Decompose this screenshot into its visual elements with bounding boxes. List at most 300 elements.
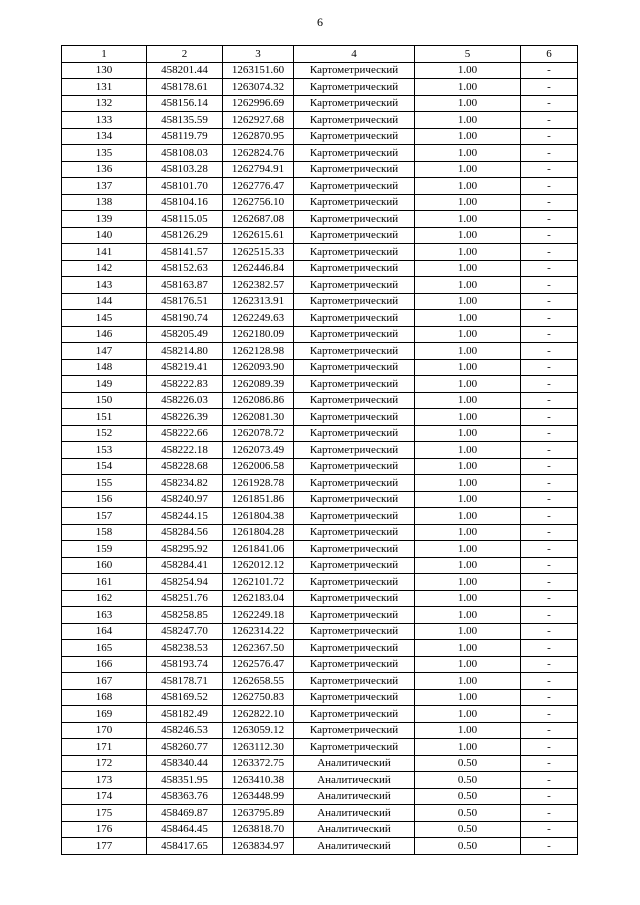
x-coordinate-cell: 458222.83 [147,376,223,393]
remark-cell: - [521,755,578,772]
accuracy-cell: 1.00 [415,277,521,294]
x-coordinate-cell: 458240.97 [147,491,223,508]
method-cell: Картометрический [294,640,415,657]
y-coordinate-cell: 1261804.28 [223,524,294,541]
y-coordinate-cell: 1263795.89 [223,805,294,822]
table-row [62,194,578,211]
remark-cell: - [521,293,578,310]
table-row [62,590,578,607]
y-coordinate-cell: 1262756.10 [223,194,294,211]
table-row [62,145,578,162]
table-row [62,673,578,690]
method-cell: Картометрический [294,359,415,376]
accuracy-cell: 1.00 [415,260,521,277]
method-cell: Картометрический [294,145,415,162]
accuracy-cell: 1.00 [415,458,521,475]
table-row [62,79,578,96]
y-coordinate-cell: 1263151.60 [223,62,294,79]
table-row [62,524,578,541]
y-coordinate-cell: 1262515.33 [223,244,294,261]
method-cell: Картометрический [294,541,415,558]
method-cell: Аналитический [294,788,415,805]
accuracy-cell: 1.00 [415,95,521,112]
x-coordinate-cell: 458284.41 [147,557,223,574]
accuracy-cell: 1.00 [415,491,521,508]
accuracy-cell: 1.00 [415,541,521,558]
x-coordinate-cell: 458163.87 [147,277,223,294]
accuracy-cell: 1.00 [415,359,521,376]
accuracy-cell: 1.00 [415,343,521,360]
point-number-cell: 177 [62,838,147,855]
table-row [62,409,578,426]
y-coordinate-cell: 1262382.57 [223,277,294,294]
y-coordinate-cell: 1262006.58 [223,458,294,475]
table-row [62,475,578,492]
remark-cell: - [521,574,578,591]
y-coordinate-cell: 1263448.99 [223,788,294,805]
table-row [62,739,578,756]
column-header-4: 4 [294,46,415,63]
remark-cell: - [521,739,578,756]
y-coordinate-cell: 1262794.91 [223,161,294,178]
accuracy-cell: 1.00 [415,178,521,195]
remark-cell: - [521,541,578,558]
remark-cell: - [521,508,578,525]
accuracy-cell: 1.00 [415,62,521,79]
accuracy-cell: 1.00 [415,689,521,706]
y-coordinate-cell: 1261928.78 [223,475,294,492]
point-number-cell: 137 [62,178,147,195]
table-row [62,425,578,442]
table-row [62,640,578,657]
table-row [62,112,578,129]
remark-cell: - [521,640,578,657]
remark-cell: - [521,359,578,376]
accuracy-cell: 1.00 [415,640,521,657]
accuracy-cell: 0.50 [415,805,521,822]
method-cell: Картометрический [294,458,415,475]
accuracy-cell: 1.00 [415,623,521,640]
method-cell: Картометрический [294,409,415,426]
point-number-cell: 176 [62,821,147,838]
x-coordinate-cell: 458178.61 [147,79,223,96]
method-cell: Картометрический [294,277,415,294]
remark-cell: - [521,376,578,393]
method-cell: Картометрический [294,244,415,261]
remark-cell: - [521,178,578,195]
remark-cell: - [521,211,578,228]
remark-cell: - [521,442,578,459]
remark-cell: - [521,689,578,706]
point-number-cell: 155 [62,475,147,492]
table-row [62,178,578,195]
accuracy-cell: 1.00 [415,475,521,492]
x-coordinate-cell: 458141.57 [147,244,223,261]
point-number-cell: 133 [62,112,147,129]
accuracy-cell: 1.00 [415,508,521,525]
point-number-cell: 138 [62,194,147,211]
table-row [62,755,578,772]
point-number-cell: 165 [62,640,147,657]
y-coordinate-cell: 1262081.30 [223,409,294,426]
x-coordinate-cell: 458258.85 [147,607,223,624]
x-coordinate-cell: 458156.14 [147,95,223,112]
point-number-cell: 145 [62,310,147,327]
table-row [62,772,578,789]
accuracy-cell: 1.00 [415,112,521,129]
y-coordinate-cell: 1262996.69 [223,95,294,112]
accuracy-cell: 0.50 [415,772,521,789]
x-coordinate-cell: 458103.28 [147,161,223,178]
y-coordinate-cell: 1263112.30 [223,739,294,756]
point-number-cell: 130 [62,62,147,79]
y-coordinate-cell: 1262927.68 [223,112,294,129]
remark-cell: - [521,79,578,96]
x-coordinate-cell: 458178.71 [147,673,223,690]
table-body [62,62,578,854]
column-header-5: 5 [415,46,521,63]
method-cell: Картометрический [294,508,415,525]
remark-cell: - [521,458,578,475]
y-coordinate-cell: 1262183.04 [223,590,294,607]
table-row [62,491,578,508]
accuracy-cell: 0.50 [415,821,521,838]
table-row [62,656,578,673]
coordinates-table [61,45,578,855]
table-row [62,541,578,558]
x-coordinate-cell: 458295.92 [147,541,223,558]
x-coordinate-cell: 458254.94 [147,574,223,591]
method-cell: Картометрический [294,557,415,574]
accuracy-cell: 1.00 [415,79,521,96]
method-cell: Аналитический [294,821,415,838]
x-coordinate-cell: 458417.65 [147,838,223,855]
y-coordinate-cell: 1262658.55 [223,673,294,690]
accuracy-cell: 1.00 [415,128,521,145]
accuracy-cell: 1.00 [415,673,521,690]
x-coordinate-cell: 458363.76 [147,788,223,805]
accuracy-cell: 0.50 [415,788,521,805]
remark-cell: - [521,343,578,360]
accuracy-cell: 1.00 [415,326,521,343]
remark-cell: - [521,607,578,624]
point-number-cell: 150 [62,392,147,409]
x-coordinate-cell: 458340.44 [147,755,223,772]
method-cell: Картометрический [294,95,415,112]
remark-cell: - [521,277,578,294]
method-cell: Картометрический [294,739,415,756]
point-number-cell: 166 [62,656,147,673]
point-number-cell: 154 [62,458,147,475]
x-coordinate-cell: 458222.66 [147,425,223,442]
method-cell: Картометрический [294,706,415,723]
y-coordinate-cell: 1262093.90 [223,359,294,376]
remark-cell: - [521,475,578,492]
y-coordinate-cell: 1263410.38 [223,772,294,789]
y-coordinate-cell: 1262870.95 [223,128,294,145]
accuracy-cell: 1.00 [415,227,521,244]
x-coordinate-cell: 458247.70 [147,623,223,640]
x-coordinate-cell: 458219.41 [147,359,223,376]
x-coordinate-cell: 458222.18 [147,442,223,459]
y-coordinate-cell: 1262367.50 [223,640,294,657]
remark-cell: - [521,491,578,508]
x-coordinate-cell: 458108.03 [147,145,223,162]
y-coordinate-cell: 1262180.09 [223,326,294,343]
remark-cell: - [521,194,578,211]
table-header [62,46,578,63]
point-number-cell: 169 [62,706,147,723]
page-number: 6 [317,15,323,29]
y-coordinate-cell: 1262073.49 [223,442,294,459]
method-cell: Картометрический [294,326,415,343]
table-row [62,326,578,343]
y-coordinate-cell: 1262313.91 [223,293,294,310]
table-row [62,442,578,459]
point-number-cell: 172 [62,755,147,772]
point-number-cell: 146 [62,326,147,343]
point-number-cell: 171 [62,739,147,756]
accuracy-cell: 1.00 [415,607,521,624]
accuracy-cell: 1.00 [415,310,521,327]
y-coordinate-cell: 1263372.75 [223,755,294,772]
accuracy-cell: 0.50 [415,838,521,855]
accuracy-cell: 1.00 [415,194,521,211]
remark-cell: - [521,524,578,541]
x-coordinate-cell: 458226.39 [147,409,223,426]
remark-cell: - [521,227,578,244]
table-row [62,574,578,591]
table-row [62,821,578,838]
point-number-cell: 141 [62,244,147,261]
y-coordinate-cell: 1262012.12 [223,557,294,574]
remark-cell: - [521,409,578,426]
x-coordinate-cell: 458284.56 [147,524,223,541]
y-coordinate-cell: 1261841.06 [223,541,294,558]
remark-cell: - [521,425,578,442]
remark-cell: - [521,161,578,178]
point-number-cell: 135 [62,145,147,162]
remark-cell: - [521,128,578,145]
method-cell: Картометрический [294,293,415,310]
table-row [62,689,578,706]
table-row [62,458,578,475]
table-row [62,277,578,294]
y-coordinate-cell: 1262314.22 [223,623,294,640]
table-row [62,62,578,79]
x-coordinate-cell: 458101.70 [147,178,223,195]
accuracy-cell: 1.00 [415,145,521,162]
point-number-cell: 156 [62,491,147,508]
accuracy-cell: 1.00 [415,739,521,756]
x-coordinate-cell: 458244.15 [147,508,223,525]
remark-cell: - [521,838,578,855]
table-row [62,508,578,525]
accuracy-cell: 1.00 [415,211,521,228]
point-number-cell: 134 [62,128,147,145]
accuracy-cell: 1.00 [415,244,521,261]
x-coordinate-cell: 458226.03 [147,392,223,409]
accuracy-cell: 1.00 [415,409,521,426]
x-coordinate-cell: 458260.77 [147,739,223,756]
accuracy-cell: 1.00 [415,392,521,409]
method-cell: Картометрический [294,590,415,607]
accuracy-cell: 1.00 [415,656,521,673]
method-cell: Картометрический [294,475,415,492]
remark-cell: - [521,788,578,805]
point-number-cell: 142 [62,260,147,277]
remark-cell: - [521,62,578,79]
accuracy-cell: 1.00 [415,442,521,459]
method-cell: Картометрический [294,310,415,327]
method-cell: Картометрический [294,574,415,591]
point-number-cell: 162 [62,590,147,607]
method-cell: Картометрический [294,623,415,640]
point-number-cell: 168 [62,689,147,706]
point-number-cell: 132 [62,95,147,112]
y-coordinate-cell: 1262687.08 [223,211,294,228]
method-cell: Картометрический [294,689,415,706]
y-coordinate-cell: 1261851.86 [223,491,294,508]
x-coordinate-cell: 458228.68 [147,458,223,475]
method-cell: Картометрический [294,376,415,393]
table-row [62,244,578,261]
accuracy-cell: 1.00 [415,574,521,591]
point-number-cell: 157 [62,508,147,525]
table-row [62,128,578,145]
method-cell: Картометрический [294,178,415,195]
point-number-cell: 152 [62,425,147,442]
y-coordinate-cell: 1262249.63 [223,310,294,327]
method-cell: Картометрический [294,194,415,211]
y-coordinate-cell: 1262776.47 [223,178,294,195]
point-number-cell: 170 [62,722,147,739]
point-number-cell: 158 [62,524,147,541]
accuracy-cell: 1.00 [415,590,521,607]
point-number-cell: 140 [62,227,147,244]
point-number-cell: 147 [62,343,147,360]
x-coordinate-cell: 458169.52 [147,689,223,706]
y-coordinate-cell: 1263834.97 [223,838,294,855]
remark-cell: - [521,590,578,607]
y-coordinate-cell: 1262249.18 [223,607,294,624]
point-number-cell: 174 [62,788,147,805]
method-cell: Картометрический [294,442,415,459]
remark-cell: - [521,706,578,723]
y-coordinate-cell: 1262101.72 [223,574,294,591]
point-number-cell: 167 [62,673,147,690]
point-number-cell: 151 [62,409,147,426]
method-cell: Картометрический [294,112,415,129]
point-number-cell: 144 [62,293,147,310]
method-cell: Картометрический [294,343,415,360]
method-cell: Картометрический [294,673,415,690]
x-coordinate-cell: 458201.44 [147,62,223,79]
x-coordinate-cell: 458214.80 [147,343,223,360]
y-coordinate-cell: 1262089.39 [223,376,294,393]
table-row [62,343,578,360]
accuracy-cell: 1.00 [415,722,521,739]
point-number-cell: 139 [62,211,147,228]
y-coordinate-cell: 1262086.86 [223,392,294,409]
accuracy-cell: 1.00 [415,161,521,178]
point-number-cell: 161 [62,574,147,591]
x-coordinate-cell: 458469.87 [147,805,223,822]
remark-cell: - [521,260,578,277]
remark-cell: - [521,656,578,673]
y-coordinate-cell: 1262576.47 [223,656,294,673]
remark-cell: - [521,392,578,409]
table-row [62,310,578,327]
table-row [62,260,578,277]
point-number-cell: 160 [62,557,147,574]
method-cell: Картометрический [294,62,415,79]
x-coordinate-cell: 458119.79 [147,128,223,145]
remark-cell: - [521,557,578,574]
y-coordinate-cell: 1262750.83 [223,689,294,706]
table-row [62,706,578,723]
accuracy-cell: 1.00 [415,293,521,310]
remark-cell: - [521,112,578,129]
x-coordinate-cell: 458246.53 [147,722,223,739]
point-number-cell: 131 [62,79,147,96]
method-cell: Картометрический [294,722,415,739]
point-number-cell: 148 [62,359,147,376]
method-cell: Картометрический [294,425,415,442]
accuracy-cell: 1.00 [415,706,521,723]
y-coordinate-cell: 1262822.10 [223,706,294,723]
remark-cell: - [521,673,578,690]
column-header-3: 3 [223,46,294,63]
method-cell: Картометрический [294,607,415,624]
header-row [62,46,578,63]
remark-cell: - [521,772,578,789]
method-cell: Картометрический [294,161,415,178]
table-row [62,557,578,574]
method-cell: Картометрический [294,211,415,228]
method-cell: Аналитический [294,755,415,772]
method-cell: Картометрический [294,260,415,277]
x-coordinate-cell: 458193.74 [147,656,223,673]
table-row [62,722,578,739]
method-cell: Картометрический [294,524,415,541]
y-coordinate-cell: 1263074.32 [223,79,294,96]
remark-cell: - [521,145,578,162]
y-coordinate-cell: 1262078.72 [223,425,294,442]
y-coordinate-cell: 1263059.12 [223,722,294,739]
method-cell: Картометрический [294,392,415,409]
table-row [62,161,578,178]
table-row [62,359,578,376]
point-number-cell: 173 [62,772,147,789]
table-row [62,392,578,409]
x-coordinate-cell: 458464.45 [147,821,223,838]
point-number-cell: 143 [62,277,147,294]
column-header-6: 6 [521,46,578,63]
accuracy-cell: 1.00 [415,524,521,541]
table-row [62,788,578,805]
method-cell: Картометрический [294,227,415,244]
y-coordinate-cell: 1262446.84 [223,260,294,277]
accuracy-cell: 1.00 [415,425,521,442]
table-row [62,211,578,228]
x-coordinate-cell: 458251.76 [147,590,223,607]
table-row [62,805,578,822]
method-cell: Аналитический [294,838,415,855]
x-coordinate-cell: 458238.53 [147,640,223,657]
column-header-2: 2 [147,46,223,63]
table-row [62,607,578,624]
